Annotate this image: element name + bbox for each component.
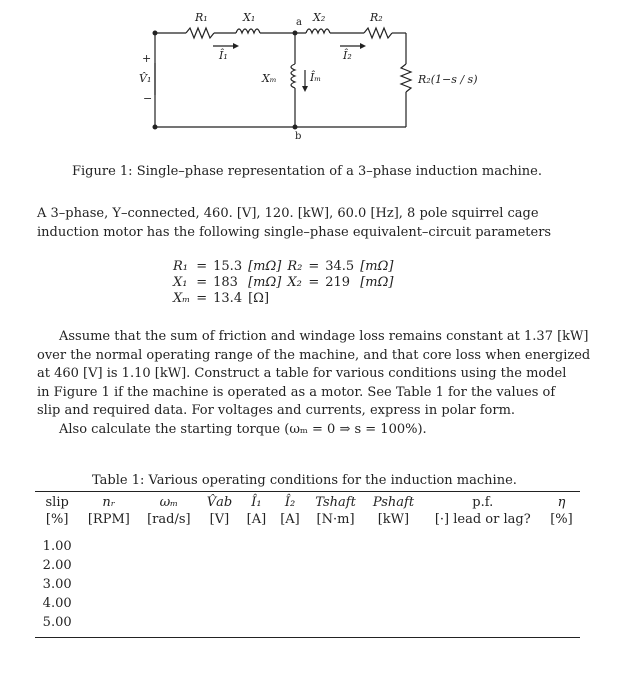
col-header: nᵣ [102, 495, 116, 510]
col-unit: [A] [246, 512, 267, 527]
param-row: R₁ = 15.3 [mΩ] R₂ = 34.5 [mΩ] [170, 258, 396, 274]
col-unit: [%] [45, 512, 69, 527]
operating-conditions-table [35, 495, 580, 632]
col-unit: [V] [209, 512, 230, 527]
node-a: a [296, 17, 302, 28]
col-header: Î₁ [251, 495, 262, 510]
param-unit: [mΩ] [360, 258, 394, 274]
slip-value: 4.00 [42, 596, 72, 611]
table-row [35, 529, 580, 556]
parameter-table [170, 258, 396, 306]
param-name: Xₘ [173, 290, 191, 306]
body-line: at 460 [V] is 1.10 [kW]. Construct a table for various conditions using the model [37, 366, 567, 381]
r1-resistor [186, 28, 214, 38]
param-unit: [Ω] [248, 290, 270, 306]
param-name: X₁ [173, 274, 188, 290]
intro-paragraph [37, 205, 592, 242]
slip-value: 1.00 [42, 539, 72, 554]
table-row [35, 613, 580, 632]
col-header: Pshaft [372, 495, 415, 510]
intro-line: induction motor has the following single–phase equivalent–circuit parameters [37, 224, 552, 240]
param-row: Xₘ = 13.4 [Ω] [170, 290, 396, 306]
x2-inductor [306, 29, 330, 33]
table-top-rule [35, 491, 580, 492]
intro-line: A 3–phase, Y–connected, 460. [V], 120. [kW], 60.0 [Hz], 8 pole squirrel cage [37, 206, 539, 221]
table-row [35, 575, 580, 594]
label-v1: V̂₁ [139, 72, 152, 85]
label-x1: X₁ [243, 11, 256, 24]
label-xm: Xₘ [262, 72, 277, 85]
param-unit: [mΩ] [248, 274, 282, 290]
body-line: Also calculate the starting torque (ωₘ = 0 ⇒ s = 100%). [59, 421, 427, 437]
node-b: b [295, 131, 302, 142]
body-line: over the normal operating range of the machine, and that core loss when energized [37, 347, 591, 363]
load-resistor [401, 64, 411, 92]
param-value: 219 [325, 274, 351, 290]
col-header: ωₘ [159, 495, 179, 510]
param-unit: [mΩ] [248, 258, 282, 274]
param-name: R₂ [287, 258, 303, 274]
label-plus: + [142, 52, 152, 65]
body-line: in Figure 1 if the machine is operated as a motor. See Table 1 for the values of [37, 384, 556, 400]
col-unit: [N·m] [316, 512, 355, 527]
r2-resistor [364, 28, 392, 38]
col-header: slip [45, 495, 69, 510]
param-unit: [mΩ] [360, 274, 394, 290]
label-x2: X₂ [313, 11, 326, 24]
label-minus: − [143, 92, 153, 105]
problem-paragraph [37, 328, 592, 439]
slip-value: 2.00 [42, 558, 72, 573]
col-unit: [kW] [377, 512, 410, 527]
x1-inductor [236, 29, 260, 33]
body-line: Assume that the sum of friction and windage loss remains constant at 1.37 [kW] [59, 329, 589, 344]
label-i1: Î₁ [219, 49, 228, 62]
label-r2-load: R₂(1−s / s) [418, 73, 478, 86]
table-header-row [35, 495, 580, 510]
col-header: p.f. [472, 495, 494, 510]
param-value: 13.4 [213, 290, 243, 306]
figure-caption: Figure 1: Single–phase representation of a 3–phase induction machine. [72, 164, 542, 179]
col-unit: [rad/s] [147, 512, 191, 527]
label-r2: R₂ [370, 11, 383, 24]
table-units-row [35, 510, 580, 529]
col-header: Tshaft [315, 495, 356, 510]
col-unit: [A] [280, 512, 300, 527]
col-unit: [%] [550, 512, 573, 527]
param-value: 34.5 [325, 258, 355, 274]
xm-inductor [291, 64, 295, 88]
table-row [35, 594, 580, 613]
table-row [35, 556, 580, 575]
col-header: Î₂ [284, 495, 296, 510]
col-header: V̂ab [206, 495, 233, 510]
label-i2: Î₂ [343, 49, 352, 62]
param-value: 15.3 [213, 258, 243, 274]
param-name: X₂ [287, 274, 302, 290]
label-im: Îₘ [310, 71, 322, 84]
body-line: slip and required data. For voltages and currents, express in polar form. [37, 403, 516, 418]
col-unit: [·] lead or lag? [434, 512, 531, 527]
col-unit: [RPM] [87, 512, 130, 527]
table-bottom-rule [35, 637, 580, 638]
col-header: η [557, 495, 566, 510]
param-row: X₁ = 183 [mΩ] X₂ = 219 [mΩ] [170, 274, 396, 290]
table-caption: Table 1: Various operating conditions for the induction machine. [92, 473, 517, 488]
param-name: R₁ [173, 258, 188, 274]
slip-value: 5.00 [42, 615, 72, 630]
label-r1: R₁ [195, 11, 208, 24]
slip-value: 3.00 [42, 577, 72, 592]
param-value: 183 [213, 274, 238, 290]
